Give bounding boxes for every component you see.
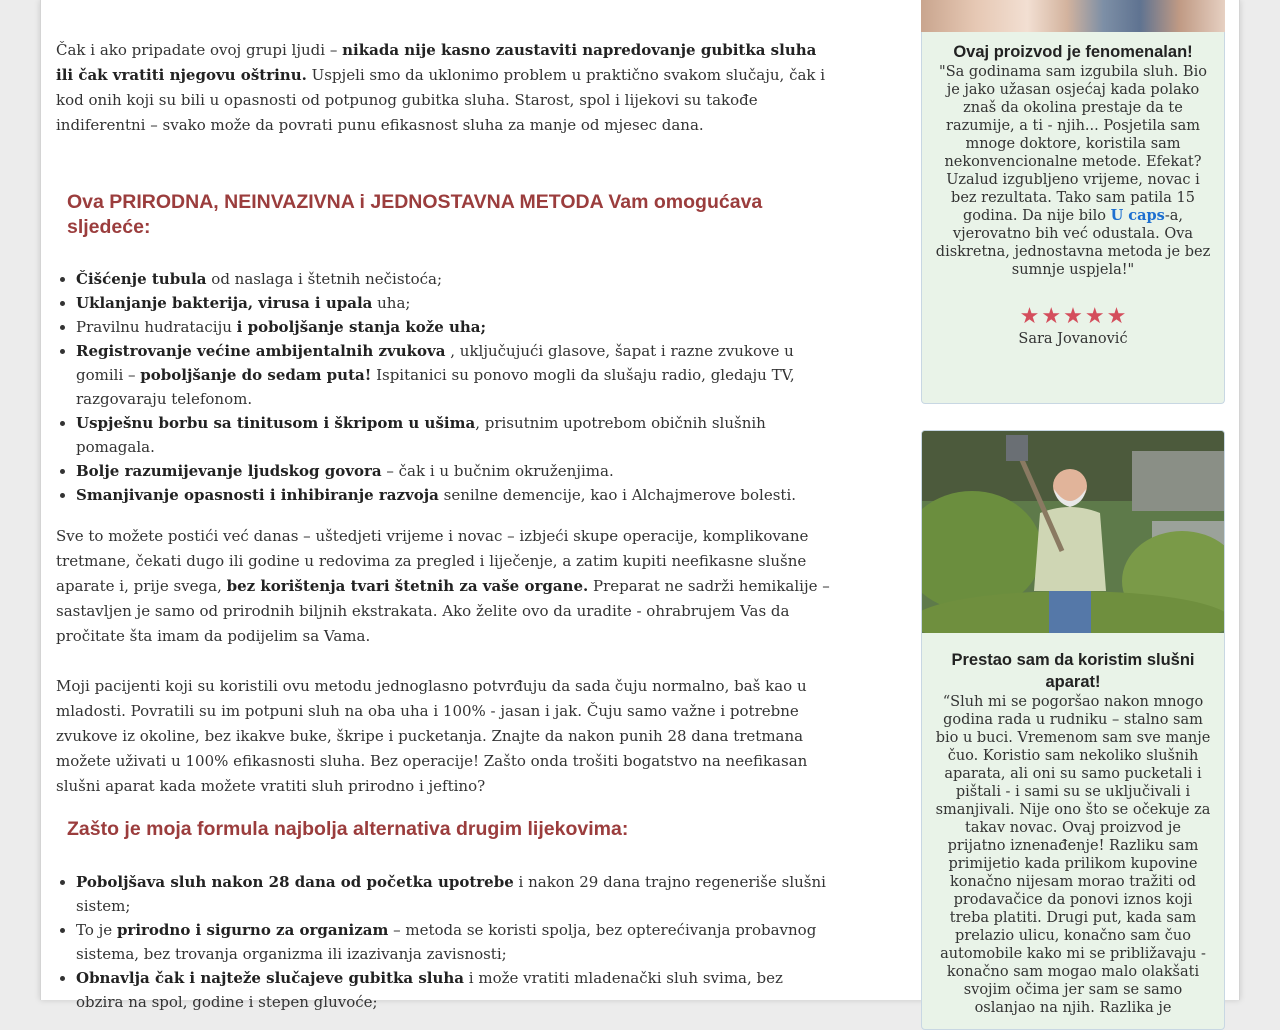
star-icon: ★ xyxy=(1084,304,1105,329)
testimonial-photo-man xyxy=(922,431,1225,633)
intro-paragraph: Čak i ako pripadate ovoj grupi ljudi – nikada nije kasno zaustaviti napredovanje gubitka sluha ili čak vratiti njegovu oštrinu. Uspjeli smo da uklonimo problem u praktično svakom slučaju, čak i kod onih koji su bili u opasnosti od potpunog gubitka sluha. Starost, spol i lijekovi su takođe indiferentni – svako može da povrati punu efikasnost sluha za manje od mjesec dana. xyxy=(56,41,826,134)
article-content xyxy=(56,38,831,1014)
star-icon: ★ xyxy=(1106,304,1127,329)
page-container xyxy=(40,0,1240,1016)
reasons-list xyxy=(56,870,831,1014)
star-icon: ★ xyxy=(1063,304,1083,329)
list-item: • Poboljšava sluh nakon 28 dana od početka upotrebe i nakon 29 dana trajno regeneriše slušni sistem; xyxy=(76,870,831,918)
star-icon: ★ xyxy=(1019,304,1040,329)
section-heading-method: Ova PRIRODNA, NEINVAZIVNA i JEDNOSTAVNA METODA Vam omogućava sljedeće: xyxy=(67,191,763,238)
testimonial-text: “Sluh mi se pogoršao nakon mnogo godina rada u rudniku – stalno sam bio u buci. Vremenom sam sve manje čuo. Koristio sam nekoliko slušnih aparata, ali oni su samo pucketali i pištali - i sami su se uključivali i smanjivali. Nije ono što se očekuje za takav novac. Ovaj proizvod je prijatno iznenađenje! Razliku sam primijetio kada prilikom kupovine konačno nijesam morao tražiti od prodavačice da ponovi iznos koji treba platiti. Drugi put, kada sam prelazio ulicu, konačno sam čuo automobile kako mi se približavaju - konačno sam mogao malo olakšati svojim očima jer sam se samo oslanjao na njih. Razlika je xyxy=(935,694,1211,1016)
list-item: • Pravilnu hudrataciju i poboljšanje stanja kože uha; xyxy=(76,315,831,339)
list-item: • Uspješnu borbu sa tinitusom i škripom u ušima, prisutnim upotrebom običnih slušnih pomagala. xyxy=(76,411,831,459)
savings-paragraph: Sve to možete postići već danas – uštedjeti vrijeme i novac – izbjeći skupe operacije, komplikovane tretmane, čekati dugo ili godine u redovima za pregled i liječenje, a zatim kupiti neefikasne slušne aparate i, prije svega, bez korištenja tvari štetnih za vaše organe. Preparat ne sadrži hemikalije – sastavljen je samo od prirodnih biljnih ekstrakata. Ako želite ovo da uradite - ohrabrujem Vas da pročitate šta imam da podijelim sa Vama. xyxy=(56,527,830,645)
testimonial-title: Prestao sam da koristim slušni aparat! xyxy=(951,651,1195,691)
list-item: • Registrovanje većine ambijentalnih zvukova , uključujući glasove, šapat i razne zvukove u gomili – poboljšanje do sedam puta! Ispitanici su ponovo mogli da slušaju radio, gledaju TV, razgovaraju telefonom. xyxy=(76,339,831,411)
benefits-list xyxy=(56,267,831,507)
list-item: • Obnavlja čak i najteže slučajeve gubitka sluha i može vratiti mladenački sluh svima, bez obzira na spol, godine i stepen gluvoće; xyxy=(76,966,831,1014)
testimonial-photo-woman xyxy=(921,0,1225,32)
testimonial-text: "Sa godinama sam izgubila sluh. Bio je jako užasan osjećaj kada polako znaš da okolina prestaje da te razumije, a ti - njih... Posjetila sam mnoge doktore, koristila sam nekonvencionalne metode. Efekat? Uzalud izgubljeno vrijeme, novac i bez rezultata. Tako sam patila 15 godina. Da nije bilo U caps-a, vjerovatno bih već odustala. Ova diskretna, jednostavna metoda je bez sumnje uspjela!" xyxy=(935,64,1211,278)
list-item: • Smanjivanje opasnosti i inhibiranje razvoja senilne demencije, kao i Alchajmerove bolesti. xyxy=(76,483,831,507)
product-link[interactable]: U caps xyxy=(1110,207,1165,224)
rating-stars xyxy=(922,305,1224,329)
list-item: • To je prirodno i sigurno za organizam – metoda se koristi spolja, bez opterećivanja probavnog sistema, bez trovanja organizma ili izazivanja zavisnosti; xyxy=(76,918,831,966)
patients-paragraph: Moji pacijenti koji su koristili ovu metodu jednoglasno potvrđuju da sada čuju normalno, baš kao u mladosti. Povratili su im potpuni sluh na oba uha i 100% - jasan i jak. Čuju samo važne i potrebne zvukove iz okoline, bez ikakve buke, škripe i pucketanja. Znajte da nakon punih 28 dana tretmana možete uživati u 100% efikasnosti sluha. Bez operacije! Zašto onda trošiti bogatstvo na neefikasan slušni aparat kada možete vratiti sluh prirodno i jeftino? xyxy=(56,677,808,795)
testimonial-title: Ovaj proizvod je fenomenalan! xyxy=(953,43,1193,61)
star-icon: ★ xyxy=(1041,304,1062,329)
section-heading-formula: Zašto je moja formula najbolja alternativa drugim lijekovima: xyxy=(67,818,629,840)
testimonial-card-1 xyxy=(921,0,1225,404)
testimonial-card-2 xyxy=(921,430,1225,1030)
list-item: • Uklanjanje bakterija, virusa i upala uha; xyxy=(76,291,831,315)
list-item: • Bolje razumijevanje ljudskog govora – čak i u bučnim okruženjima. xyxy=(76,459,831,483)
testimonial-author: Sara Jovanović xyxy=(1018,331,1128,347)
list-item: • Čišćenje tubula od naslaga i štetnih nečistoća; xyxy=(76,267,831,291)
